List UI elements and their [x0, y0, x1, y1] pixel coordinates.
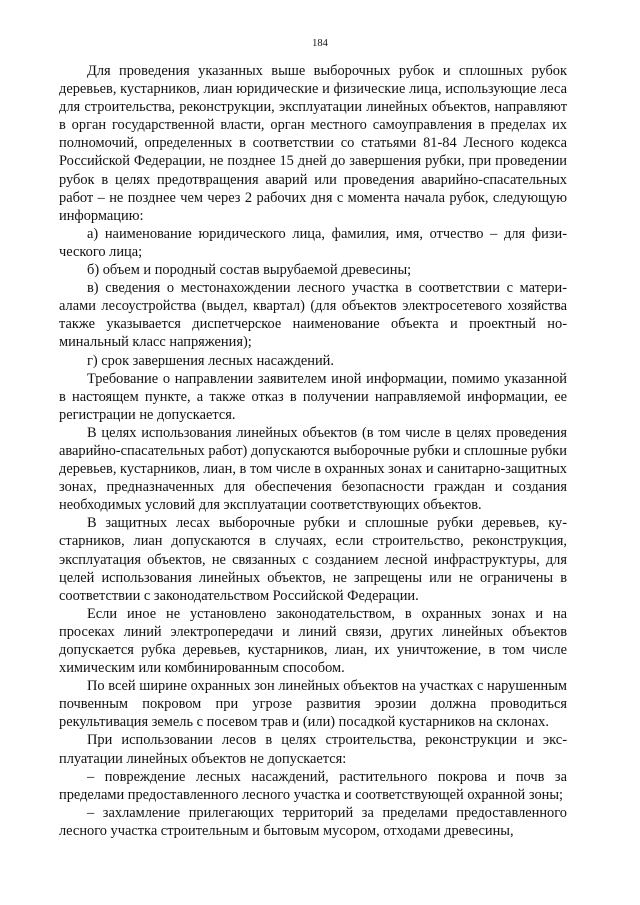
list-item-c-plot-location: в) сведения о местонахождении лесного участка в соответствии с материалами лесоустройства (выдел, квартал) (для объектов электросетевого хозяйства также указывается диспетчерское наименование объекта и проектный номинальный класс напряжения); [59, 280, 567, 351]
list-item-b-timber-volume: б) объем и породный состав вырубаемой древесины; [87, 262, 412, 279]
list-item-vegetation-damage: – повреждение лесных насаждений, растительного покрова и почв за пределами предоставленного лесного участка и соответствующей охранной зоны; [59, 768, 567, 803]
page-number: 184 [312, 38, 328, 49]
list-item-d-completion-date: г) срок завершения лесных насаждений. [87, 352, 334, 369]
document-body [59, 62, 567, 840]
paragraph-notification-intro: Для проведения указанных выше выборочных рубок и сплошных рубок деревьев, кустарников, лиан юридические и физические лица, использующие леса для строительства, реконструкции, эксплуатации линейных объектов, направляют в орган государственной власти, орган местного самоуправления в пределах их полномочий, определенных в соответствии со статьями 81-84 Лесного кодекса Российской Федерации, не позднее 15 дней до завершения рубки, при проведении рубок в целях предотвращения аварий или проведения аварийно-спасательных работ – не позднее чем через 2 рабочих дня с момента начала рубок, следующую информацию: [59, 63, 567, 224]
paragraph-land-recultivation: По всей ширине охранных зон линейных объектов на участках с нарушенным почвенным покровом при угрозе развития эрозии должна проводиться рекультивация земель с посевом трав и (или) посадкой кустарников на склонах. [59, 678, 567, 731]
paragraph-security-zones: Если иное не установлено законодательством, в охранных зонах и на просеках линий электропередачи и линий связи, других линейных объектов допускается рубка деревьев, кустарников, лиан, их уничтожение, в том числе химическим или комбинированным способом. [59, 605, 567, 677]
paragraph-prohibitions-intro: При использовании лесов в целях строительства, реконструкции и эксплуатации линейных объектов не допускается: [59, 732, 567, 767]
list-item-a-entity-name: а) наименование юридического лица, фамилия, имя, отчество – для физического лица; [59, 225, 567, 260]
paragraph-extra-info-prohibition: Требование о направлении заявителем иной информации, помимо указанной в настоящем пункте, а также отказ в получении направляемой информации, ее регистрации не допускается. [59, 370, 567, 423]
paragraph-linear-objects-felling: В целях использования линейных объектов (в том числе в целях проведения аварийно-спасательных работ) допускаются выборочные рубки и сплошные рубки деревьев, кустарников, лиан, в том числе в охранных зонах и санитарно-защитных зонах, предназначенных для обеспечения безопасности граждан и создания необходимых условий для эксплуатации соответствующих объектов. [59, 424, 567, 514]
paragraph-protective-forests: В защитных лесах выборочные рубки и сплошные рубки деревьев, кустарников, лиан допускаются в случаях, если строительство, реконструкция, эксплуатация объектов, не связанных с созданием лесной инфраструктуры, для целей использования линейных объектов, не запрещены или не ограничены в соответствии с законодательством Российской Федерации. [59, 515, 567, 604]
list-item-territory-littering: – захламление прилегающих территорий за пределами предоставленного лесного участка строительным и бытовым мусором, отходами древесины, [59, 804, 567, 839]
